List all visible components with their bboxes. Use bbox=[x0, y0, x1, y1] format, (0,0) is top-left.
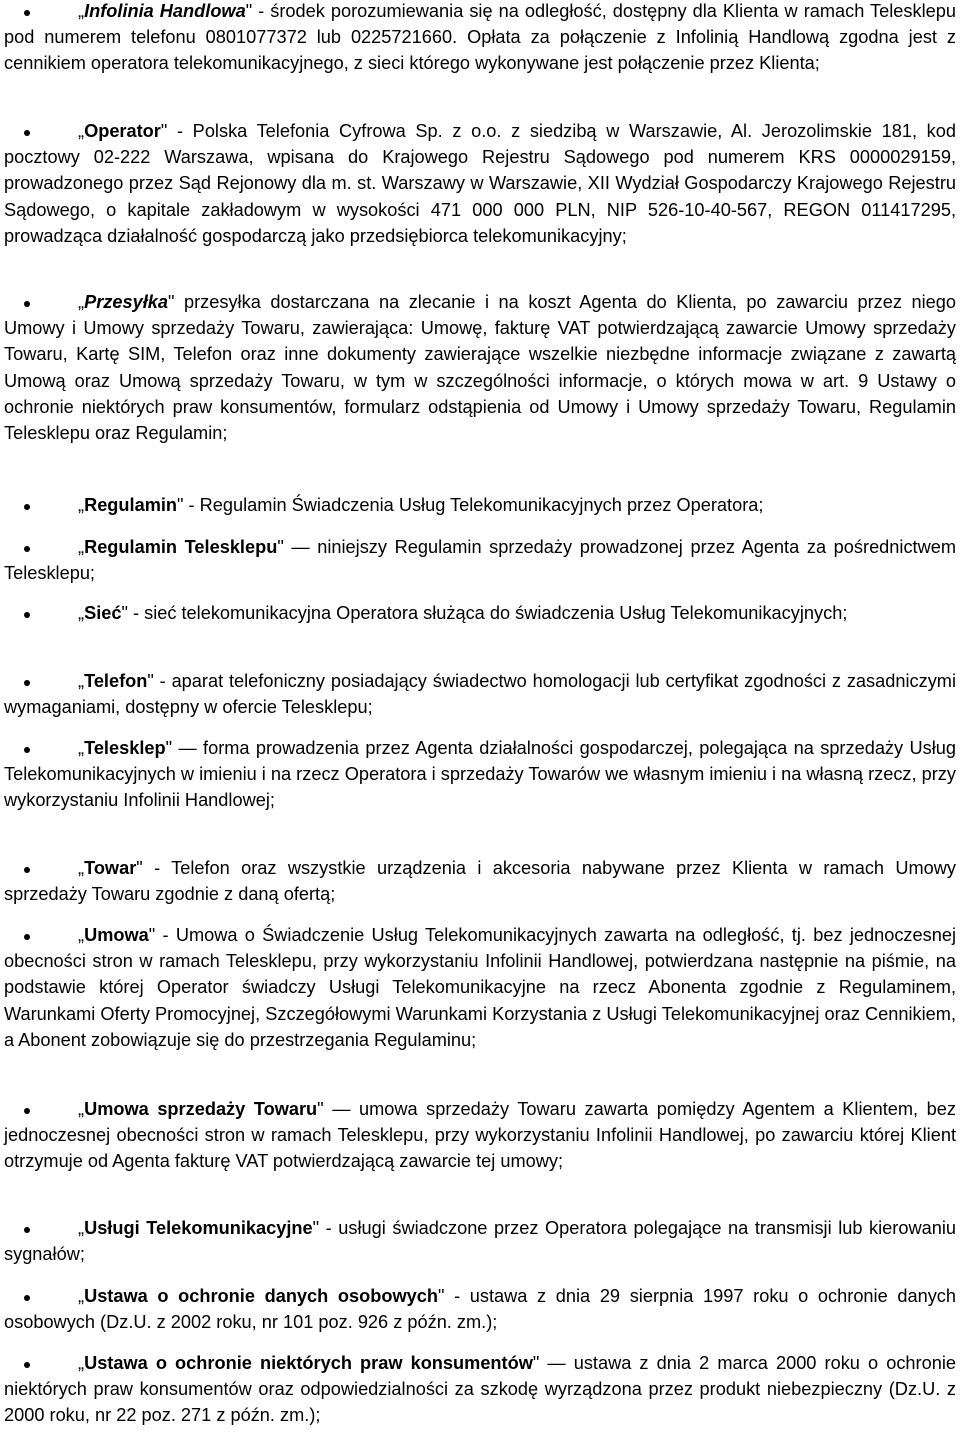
bullet-icon bbox=[24, 934, 30, 940]
definition-item bbox=[4, 1215, 956, 1267]
definition-item bbox=[4, 600, 956, 626]
definition-quote: „ bbox=[78, 1353, 85, 1373]
bullet-icon bbox=[24, 867, 30, 873]
definition-item bbox=[4, 922, 956, 1053]
definition-item bbox=[4, 1283, 956, 1335]
definition-item bbox=[4, 0, 956, 77]
definition-term: Infolinia Handlowa bbox=[84, 1, 246, 21]
definition-text: " - usługi świadczone przez Operatora polegające na transmisji lub kierowaniu sygnałów; bbox=[4, 1218, 956, 1265]
definition-text: " — umowa sprzedaży Towaru zawarta pomiędzy Agentem a Klientem, bez jednoczesnej obecności stron w ramach Telesklepu, przy wykorzystaniu Infolinii Handlowej, po zawarciu której Klient otrzymuje od Agenta fakturę VAT potwierdzającą zawarcie tej umowy; bbox=[4, 1099, 957, 1172]
definition-term: Umowa bbox=[84, 925, 149, 945]
definition-quote: „ bbox=[78, 858, 85, 878]
definition-quote: „ bbox=[78, 1218, 85, 1238]
definition-text: " - Polska Telefonia Cyfrowa Sp. z o.o. z siedzibą w Warszawie, Al. Jerozolimskie 181, kod pocztowy 02-222 Warszawa, wpisana do Krajowego Rejestru Sądowego pod numerem KRS 0000029159, prowadzonego przez Sąd Rejonowy dla m. st. Warszawy w Warszawie, XII Wydział Gospodarczy Krajowego Rejestru Sądowego, o kapitale zakładowym w wysokości 471 000 000 PLN, NIP 526-10-40-567, REGON 011417295, prowadząca działalność gospodarczą jako przedsiębiorca telekomunikacyjny; bbox=[4, 121, 956, 246]
definition-text: " - ustawa z dnia 29 sierpnia 1997 roku o ochronie danych osobowych (Dz.U. z 2002 roku, nr 101 poz. 926 z późn. zm.); bbox=[4, 1286, 956, 1333]
definition-term: Ustawa o ochronie niektórych praw konsumentów bbox=[84, 1353, 533, 1373]
definition-quote: „ bbox=[78, 1286, 85, 1306]
definition-term: Regulamin Telesklepu bbox=[84, 537, 278, 557]
definition-quote: „ bbox=[78, 1, 85, 21]
definition-quote: „ bbox=[78, 495, 85, 515]
definition-quote: „ bbox=[78, 1099, 85, 1119]
bullet-icon bbox=[24, 504, 30, 510]
bullet-icon bbox=[24, 612, 30, 618]
definition-item bbox=[4, 289, 956, 446]
bullet-icon bbox=[24, 747, 30, 753]
definition-text: " - sieć telekomunikacyjna Operatora służąca do świadczenia Usług Telekomunikacyjnych; bbox=[121, 603, 848, 623]
definition-item bbox=[4, 1350, 956, 1429]
definition-item bbox=[4, 735, 956, 814]
bullet-icon bbox=[24, 1227, 30, 1233]
bullet-icon bbox=[24, 130, 30, 136]
bullet-icon bbox=[24, 10, 30, 16]
definition-item bbox=[4, 118, 956, 249]
definition-item bbox=[4, 492, 956, 518]
definition-quote: „ bbox=[78, 121, 85, 141]
definition-quote: „ bbox=[78, 292, 85, 312]
definition-quote: „ bbox=[78, 925, 85, 945]
definition-quote: „ bbox=[78, 537, 85, 557]
bullet-icon bbox=[24, 680, 30, 686]
definition-text: " - środek porozumiewania się na odległość, dostępny dla Klienta w ramach Telesklepu pod numerem telefonu 0801077372 lub 0225721660. Opłata za połączenie z Infolinią Handlową zgodna jest z cennikiem operatora telekomunikacyjnego, z sieci którego wykonywane jest połączenie przez Klienta; bbox=[4, 1, 956, 74]
definition-text: " - Telefon oraz wszystkie urządzenia i akcesoria nabywane przez Klienta w ramach Umowy sprzedaży Towaru zgodnie z daną ofertą; bbox=[4, 858, 956, 905]
definition-text: " przesyłka dostarczana na zlecanie i na koszt Agenta do Klienta, po zawarciu przez niego Umowy i Umowy sprzedaży Towaru, zawierająca: Umowę, fakturę VAT potwierdzającą zawarcie Umowy sprzedaży Towaru, Kartę SIM, Telefon oraz inne dokumenty zawierające wszelkie niezbędne informacje związane z zawartą Umową oraz Umową sprzedaży Towaru, w tym w szczególności informacje, o których mowa w art. 9 Ustawy o ochronie niektórych praw konsumentów, formularz odstąpienia od Umowy i Umowy sprzedaży Towaru, Regulamin Telesklepu oraz Regulamin; bbox=[4, 292, 956, 444]
definition-quote: „ bbox=[78, 738, 85, 758]
definition-term: Sieć bbox=[84, 603, 122, 623]
definition-term: Towar bbox=[84, 858, 137, 878]
definition-text: " - Umowa o Świadczenie Usług Telekomunikacyjnych zawarta na odległość, tj. bez jednoczesnej obecności stron w ramach Telesklepu, przy wykorzystaniu Infolinii Handlowej, potwierdzana następnie na piśmie, na podstawie której Operator świadczy Usługi Telekomunikacyjne na rzecz Abonenta zgodnie z Regulaminem, Warunkami Oferty Promocyjnej, Szczegółowymi Warunkami Korzystania z Usługi Telekomunikacyjnej oraz Cennikiem, a Abonent zobowiązuje się do przestrzegania Regulaminu; bbox=[4, 925, 956, 1050]
definition-term: Operator bbox=[84, 121, 161, 141]
bullet-icon bbox=[24, 1108, 30, 1114]
definition-term: Przesyłka bbox=[84, 292, 168, 312]
definition-item bbox=[4, 855, 956, 907]
definition-term: Ustawa o ochronie danych osobowych bbox=[84, 1286, 438, 1306]
definition-term: Telesklep bbox=[84, 738, 166, 758]
definition-text: " - Regulamin Świadczenia Usług Telekomunikacyjnych przez Operatora; bbox=[177, 495, 764, 515]
bullet-icon bbox=[24, 546, 30, 552]
bullet-icon bbox=[24, 1295, 30, 1301]
definition-text: " — ustawa z dnia 2 marca 2000 roku o ochronie niektórych praw konsumentów oraz odpowiedzialności za szkodę wyrządzona przez produkt niebezpieczny (Dz.U. z 2000 roku, nr 22 poz. 271 z późn. zm.); bbox=[4, 1353, 956, 1426]
definition-term: Telefon bbox=[84, 671, 148, 691]
definition-text: " — niniejszy Regulamin sprzedaży prowadzonej przez Agenta za pośrednictwem Telesklepu; bbox=[4, 537, 956, 584]
definition-item bbox=[4, 1096, 956, 1175]
definition-text: " — forma prowadzenia przez Agenta działalności gospodarczej, polegająca na sprzedaży Usług Telekomunikacyjnych w imieniu i na rzecz Operatora i sprzedaży Towarów we własnym imieniu i na własną rzecz, przy wykorzystaniu Infolinii Handlowej; bbox=[4, 738, 956, 811]
bullet-icon bbox=[24, 301, 30, 307]
definition-term: Usługi Telekomunikacyjne bbox=[84, 1218, 313, 1238]
bullet-icon bbox=[24, 1362, 30, 1368]
definition-item bbox=[4, 534, 956, 586]
definition-item bbox=[4, 668, 956, 720]
definition-term: Regulamin bbox=[84, 495, 178, 515]
definition-term: Umowa sprzedaży Towaru bbox=[84, 1099, 318, 1119]
definition-quote: „ bbox=[78, 671, 85, 691]
definition-quote: „ bbox=[78, 603, 85, 623]
definition-text: " - aparat telefoniczny posiadający świadectwo homologacji lub certyfikat zgodności z zasadniczymi wymaganiami, dostępny w ofercie Telesklepu; bbox=[4, 671, 956, 718]
